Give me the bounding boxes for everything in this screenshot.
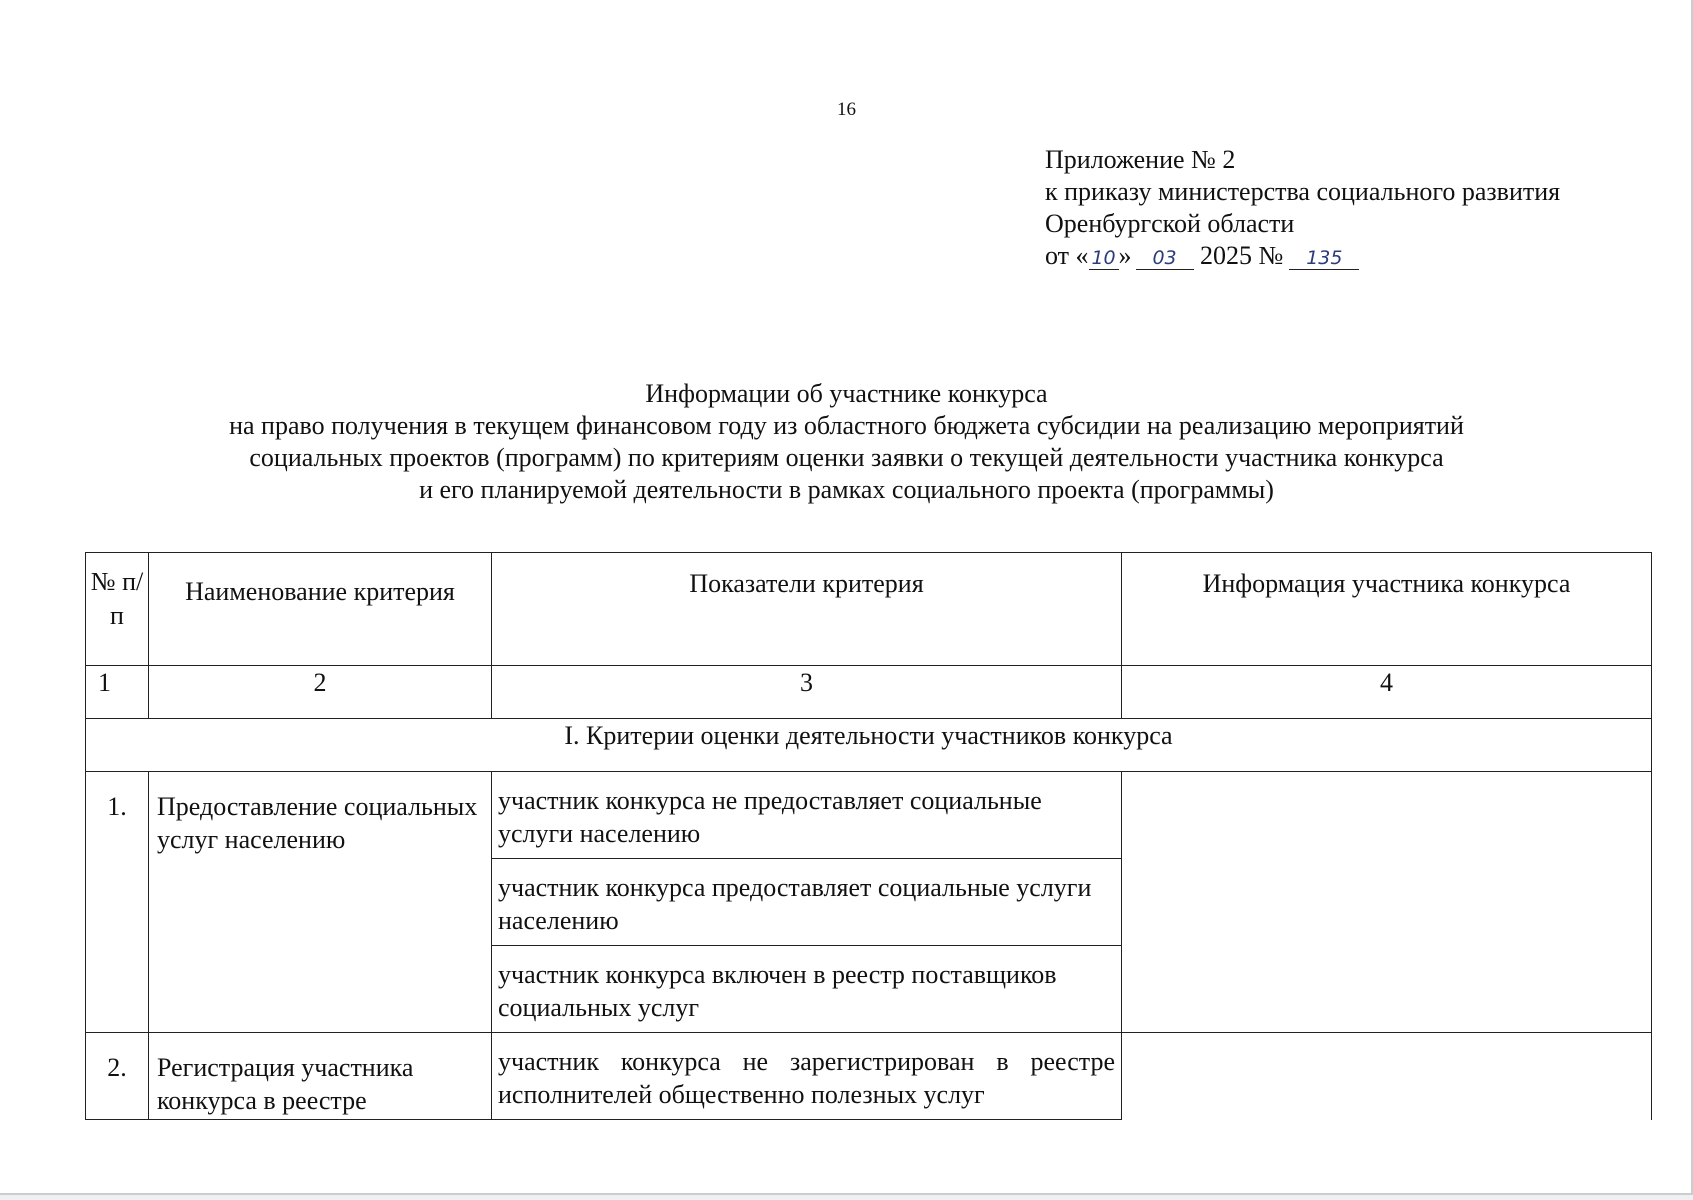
indicator-cell: участник конкурса не зарегистрирован в реестре исполнителей общественно полезных услуг [492,1033,1122,1120]
section-title: I. Критерии оценки деятельности участников конкурса [86,719,1652,772]
section-row [86,719,1652,772]
header-indicators: Показатели критерия [492,553,1122,666]
handwritten-month: 03 [1136,247,1194,270]
criterion-name: Регистрация участника конкурса в реестре [149,1033,492,1120]
participant-info-cell[interactable] [1122,1033,1652,1120]
title-line-2: на право получения в текущем финансовом году из областного бюджета субсидии на реализацию мероприятий [229,411,1464,440]
column-number-1: 1 [86,666,149,719]
criteria-table [85,552,1652,1120]
date-prefix: от [1045,241,1070,270]
criterion-name: Предоставление социальных услуг населению [149,772,492,1033]
title-line-1: Информации об участнике конкурса [645,379,1048,408]
title-line-3: социальных проектов (программ) по критериям оценки заявки о текущей деятельности участника конкурса [249,443,1444,472]
column-number-4: 4 [1122,666,1652,719]
participant-info-cell[interactable] [1122,772,1652,1033]
indicator-cell: участник конкурса предоставляет социальные услуги населению [492,859,1122,946]
title-line-4: и его планируемой деятельности в рамках социального проекта (программы) [419,475,1274,504]
handwritten-day: 10 [1089,247,1119,270]
quote-close: » [1118,241,1132,270]
document-title [0,378,1693,506]
indicator-cell: участник конкурса не предоставляет социальные услуги населению [492,772,1122,859]
year-and-number-label: 2025 № [1200,241,1284,270]
handwritten-order-number: 135 [1289,247,1359,270]
table-header-row [86,553,1652,666]
column-number-2: 2 [149,666,492,719]
appendix-date-line [1045,240,1560,272]
quote-open: « [1075,241,1089,270]
appendix-title: Приложение № 2 [1045,145,1236,174]
indicator-cell: участник конкурса включен в реестр поставщиков социальных услуг [492,946,1122,1033]
table-row [86,772,1652,859]
column-number-3: 3 [492,666,1122,719]
criterion-number: 2. [86,1033,149,1120]
appendix-block [1045,144,1560,272]
page-number: 16 [837,99,856,120]
appendix-region: Оренбургской области [1045,209,1295,238]
header-num: № п/п [86,553,149,666]
header-participant-info: Информация участника конкурса [1122,553,1652,666]
appendix-order-ref: к приказу министерства социального развития [1045,177,1561,206]
header-criterion-name: Наименование критерия [149,553,492,666]
criterion-number: 1. [86,772,149,1033]
column-number-row [86,666,1652,719]
table-row [86,1033,1652,1120]
